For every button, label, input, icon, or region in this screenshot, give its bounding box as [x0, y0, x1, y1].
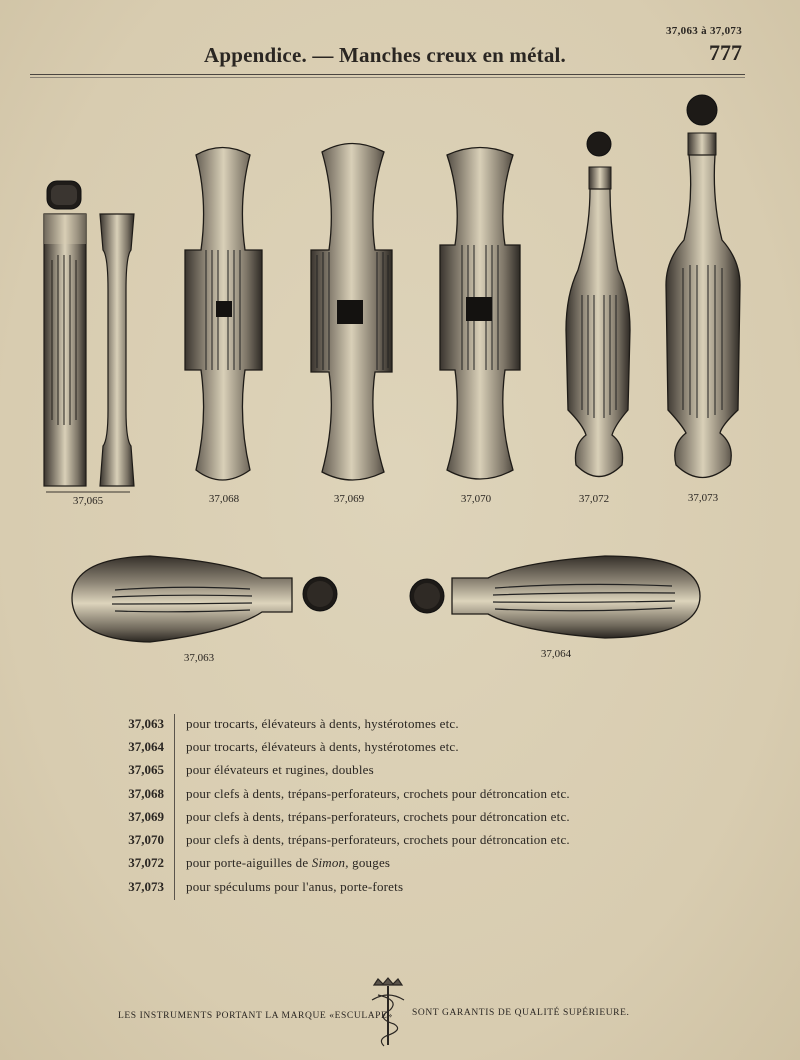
figure-label: 37,064 — [540, 648, 572, 660]
item-code: 37,068 — [128, 785, 164, 801]
description-text: pour porte-aiguilles de — [186, 855, 312, 871]
description-name-italic: Simon, — [311, 855, 349, 871]
item-description: pour clefs à dents, trépans-perforateurs, crochets pour détroncation etc. — [186, 832, 570, 848]
figure-label: 37,073 — [687, 492, 719, 504]
list-item — [120, 759, 570, 782]
list-item — [120, 735, 570, 758]
item-code: 37,065 — [128, 762, 164, 778]
figure-label: 37,072 — [578, 493, 610, 505]
column-divider — [174, 714, 175, 900]
handle-37073-illustration — [666, 95, 740, 478]
page-number: 777 — [709, 40, 742, 65]
footer-left-text: LES INSTRUMENTS PORTANT LA MARQUE «ESCULAPE» — [118, 1011, 393, 1021]
page-title: Appendice. — Manches creux en métal. — [203, 43, 567, 67]
item-code: 37,072 — [128, 855, 164, 871]
figure-label: 37,068 — [208, 493, 240, 505]
list-item — [120, 782, 570, 805]
figure-label: 37,069 — [333, 493, 365, 505]
item-list — [120, 712, 570, 898]
item-description: pour élévateurs et rugines, doubles — [186, 762, 374, 778]
item-description: pour clefs à dents, trépans-perforateurs, crochets pour détroncation etc. — [186, 808, 570, 824]
list-item — [120, 852, 570, 875]
list-item — [120, 875, 570, 898]
list-item — [120, 712, 570, 735]
item-description: pour clefs à dents, trépans-perforateurs, crochets pour détroncation etc. — [186, 785, 570, 801]
description-text: gouges — [348, 855, 391, 871]
list-item — [120, 828, 570, 851]
handle-37069-illustration — [311, 144, 392, 481]
item-description: pour trocarts, élévateurs à dents, hystérotomes etc. — [186, 738, 459, 754]
figure-label: 37,063 — [183, 652, 215, 664]
item-code: 37,070 — [128, 832, 164, 848]
handle-37065-illustration — [44, 181, 134, 492]
handle-37072-illustration — [566, 132, 630, 477]
list-item — [120, 805, 570, 828]
item-code: 37,064 — [128, 738, 164, 754]
figure-label: 37,070 — [460, 493, 492, 505]
item-description — [174, 855, 390, 871]
page-range: 37,063 à 37,073 — [666, 25, 742, 37]
handle-37063-illustration — [72, 556, 337, 642]
handle-37070-illustration — [440, 148, 520, 480]
handle-37068-illustration — [185, 148, 262, 481]
item-code: 37,069 — [128, 808, 164, 824]
figure-label: 37,065 — [72, 495, 104, 507]
item-description: pour trocarts, élévateurs à dents, hystérotomes etc. — [186, 715, 459, 731]
footer-right-text: SONT GARANTIS DE QUALITÉ SUPÉRIEURE. — [412, 1008, 630, 1018]
item-code: 37,073 — [128, 878, 164, 894]
item-description: pour spéculums pour l'anus, porte-forets — [186, 878, 404, 894]
item-code: 37,063 — [128, 715, 164, 731]
handle-37064-illustration — [410, 556, 700, 638]
